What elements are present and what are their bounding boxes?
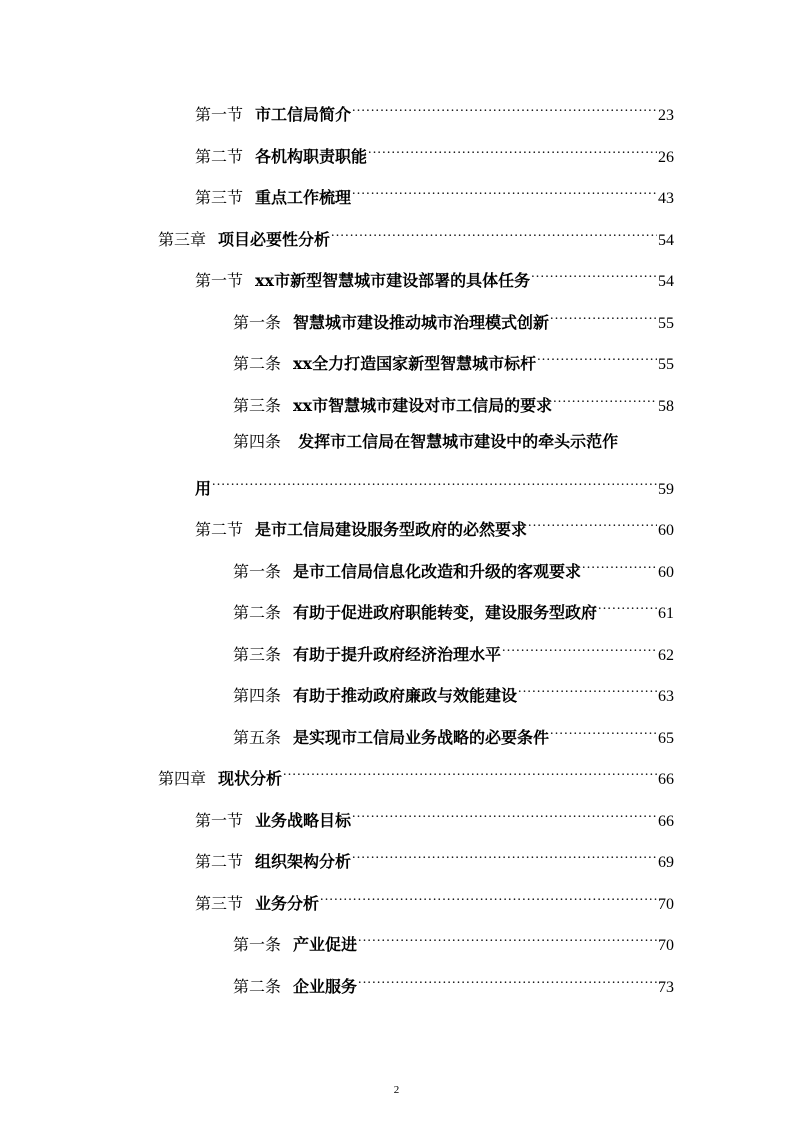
toc-entry[interactable] bbox=[233, 308, 674, 334]
dot-leader bbox=[502, 640, 657, 660]
toc-number: 第二节 bbox=[195, 520, 244, 539]
toc-page-number: 55 bbox=[658, 356, 674, 373]
toc-page-number: 60 bbox=[658, 522, 674, 539]
toc-page-number: 73 bbox=[658, 979, 674, 996]
toc-title: xx市新型智慧城市建设部署的具体任务 bbox=[255, 271, 531, 290]
toc-page-number: 66 bbox=[658, 771, 674, 788]
toc-number: 第一条 bbox=[233, 313, 282, 332]
toc-title-continuation: 用 bbox=[195, 479, 212, 498]
toc-title: 业务战略目标 bbox=[255, 811, 352, 830]
dot-leader bbox=[352, 847, 657, 867]
toc-title: 发挥市工信局在智慧城市建设中的牵头示范作 bbox=[298, 432, 619, 451]
toc-number: 第四条 bbox=[233, 686, 282, 705]
toc-entry[interactable] bbox=[233, 557, 674, 583]
toc-entry[interactable] bbox=[195, 889, 674, 915]
toc-page-number: 26 bbox=[658, 149, 674, 166]
toc-title: 各机构职责职能 bbox=[255, 147, 368, 166]
toc-entry[interactable] bbox=[195, 847, 674, 873]
toc-entry[interactable] bbox=[158, 225, 674, 251]
toc-entry[interactable] bbox=[233, 598, 674, 624]
toc-title: 有助于推动政府廉政与效能建设 bbox=[293, 686, 518, 705]
dot-leader bbox=[368, 142, 657, 162]
toc-entry[interactable] bbox=[233, 391, 674, 417]
toc-page-number: 61 bbox=[658, 605, 674, 622]
toc-number: 第一节 bbox=[195, 271, 244, 290]
dot-leader bbox=[531, 266, 657, 286]
toc-entry[interactable] bbox=[195, 183, 674, 209]
toc-title: 是市工信局建设服务型政府的必然要求 bbox=[255, 520, 528, 539]
toc-page-number: 69 bbox=[658, 854, 674, 871]
dot-leader bbox=[358, 972, 657, 992]
toc-title: 企业服务 bbox=[293, 977, 358, 996]
toc-page-number: 58 bbox=[658, 398, 674, 415]
toc-page-number: 54 bbox=[658, 232, 674, 249]
toc-page-number: 63 bbox=[658, 688, 674, 705]
toc-page-number: 60 bbox=[658, 564, 674, 581]
toc-number: 第二条 bbox=[233, 354, 282, 373]
toc-page-number: 65 bbox=[658, 730, 674, 747]
dot-leader bbox=[518, 681, 657, 701]
toc-page-number: 70 bbox=[658, 937, 674, 954]
dot-leader bbox=[550, 723, 657, 743]
toc-title: 有助于促进政府职能转变，建设服务型政府 bbox=[293, 603, 598, 622]
dot-leader bbox=[537, 349, 657, 369]
toc-number: 第一节 bbox=[195, 105, 244, 124]
toc-number: 第五条 bbox=[233, 728, 282, 747]
toc-title: 市工信局简介 bbox=[255, 105, 352, 124]
toc-page-number: 43 bbox=[658, 190, 674, 207]
toc-number: 第二节 bbox=[195, 147, 244, 166]
toc-title: 是市工信局信息化改造和升级的客观要求 bbox=[293, 562, 582, 581]
toc-page-number: 62 bbox=[658, 647, 674, 664]
toc-number: 第一节 bbox=[195, 811, 244, 830]
toc-page-number: 23 bbox=[658, 107, 674, 124]
toc-entry[interactable] bbox=[195, 266, 674, 292]
toc-number: 第二条 bbox=[233, 977, 282, 996]
toc-number: 第三条 bbox=[233, 645, 282, 664]
toc-entry[interactable] bbox=[195, 806, 674, 832]
toc-title: 智慧城市建设推动城市治理模式创新 bbox=[293, 313, 550, 332]
dot-leader bbox=[283, 764, 657, 784]
dot-leader bbox=[582, 557, 657, 577]
dot-leader bbox=[352, 806, 657, 826]
toc-number: 第二条 bbox=[233, 603, 282, 622]
dot-leader bbox=[528, 515, 657, 535]
toc-title: xx市智慧城市建设对市工信局的要求 bbox=[293, 396, 553, 415]
toc-number: 第三章 bbox=[158, 230, 207, 249]
toc-title: 有助于提升政府经济治理水平 bbox=[293, 645, 502, 664]
toc-entry[interactable] bbox=[233, 640, 674, 666]
dot-leader bbox=[352, 100, 657, 120]
dot-leader bbox=[331, 225, 657, 245]
toc-number: 第一条 bbox=[233, 562, 282, 581]
toc-page-number: 55 bbox=[658, 315, 674, 332]
toc-number: 第三节 bbox=[195, 894, 244, 913]
dot-leader bbox=[352, 183, 657, 203]
toc-entry[interactable] bbox=[233, 723, 674, 749]
toc-number: 第二节 bbox=[195, 852, 244, 871]
toc-number: 第三条 bbox=[233, 396, 282, 415]
toc-number: 第一条 bbox=[233, 935, 282, 954]
toc-entry[interactable] bbox=[233, 681, 674, 707]
toc-entry[interactable] bbox=[158, 764, 674, 790]
page-footer-number: 2 bbox=[393, 1084, 400, 1096]
toc-entry[interactable] bbox=[195, 474, 674, 500]
toc-number: 第四章 bbox=[158, 769, 207, 788]
toc-title: xx全力打造国家新型智慧城市标杆 bbox=[293, 354, 537, 373]
toc-title: 重点工作梳理 bbox=[255, 188, 352, 207]
toc-title: 是实现市工信局业务战略的必要条件 bbox=[293, 728, 550, 747]
toc-entry[interactable] bbox=[233, 349, 674, 375]
toc-entry[interactable] bbox=[233, 930, 674, 956]
dot-leader bbox=[553, 391, 657, 411]
toc-entry[interactable] bbox=[195, 100, 674, 126]
toc-entry[interactable] bbox=[233, 972, 674, 998]
toc-title: 业务分析 bbox=[255, 894, 320, 913]
toc-page-number: 59 bbox=[658, 481, 674, 498]
toc-entry[interactable] bbox=[195, 515, 674, 541]
toc-number: 第三节 bbox=[195, 188, 244, 207]
toc-page-number: 66 bbox=[658, 813, 674, 830]
dot-leader bbox=[320, 889, 657, 909]
dot-leader bbox=[550, 308, 657, 328]
toc-title: 项目必要性分析 bbox=[218, 230, 331, 249]
toc-entry[interactable] bbox=[195, 142, 674, 168]
dot-leader bbox=[358, 930, 657, 950]
toc-page-number: 54 bbox=[658, 273, 674, 290]
dot-leader bbox=[598, 598, 657, 618]
dot-leader bbox=[212, 474, 657, 494]
toc-page-number: 70 bbox=[658, 896, 674, 913]
toc-title: 组织架构分析 bbox=[255, 852, 352, 871]
toc-entry-wrapped-line[interactable] bbox=[233, 432, 674, 452]
toc-title: 现状分析 bbox=[218, 769, 283, 788]
toc-title: 产业促进 bbox=[293, 935, 358, 954]
toc-number: 第四条 bbox=[233, 432, 282, 451]
